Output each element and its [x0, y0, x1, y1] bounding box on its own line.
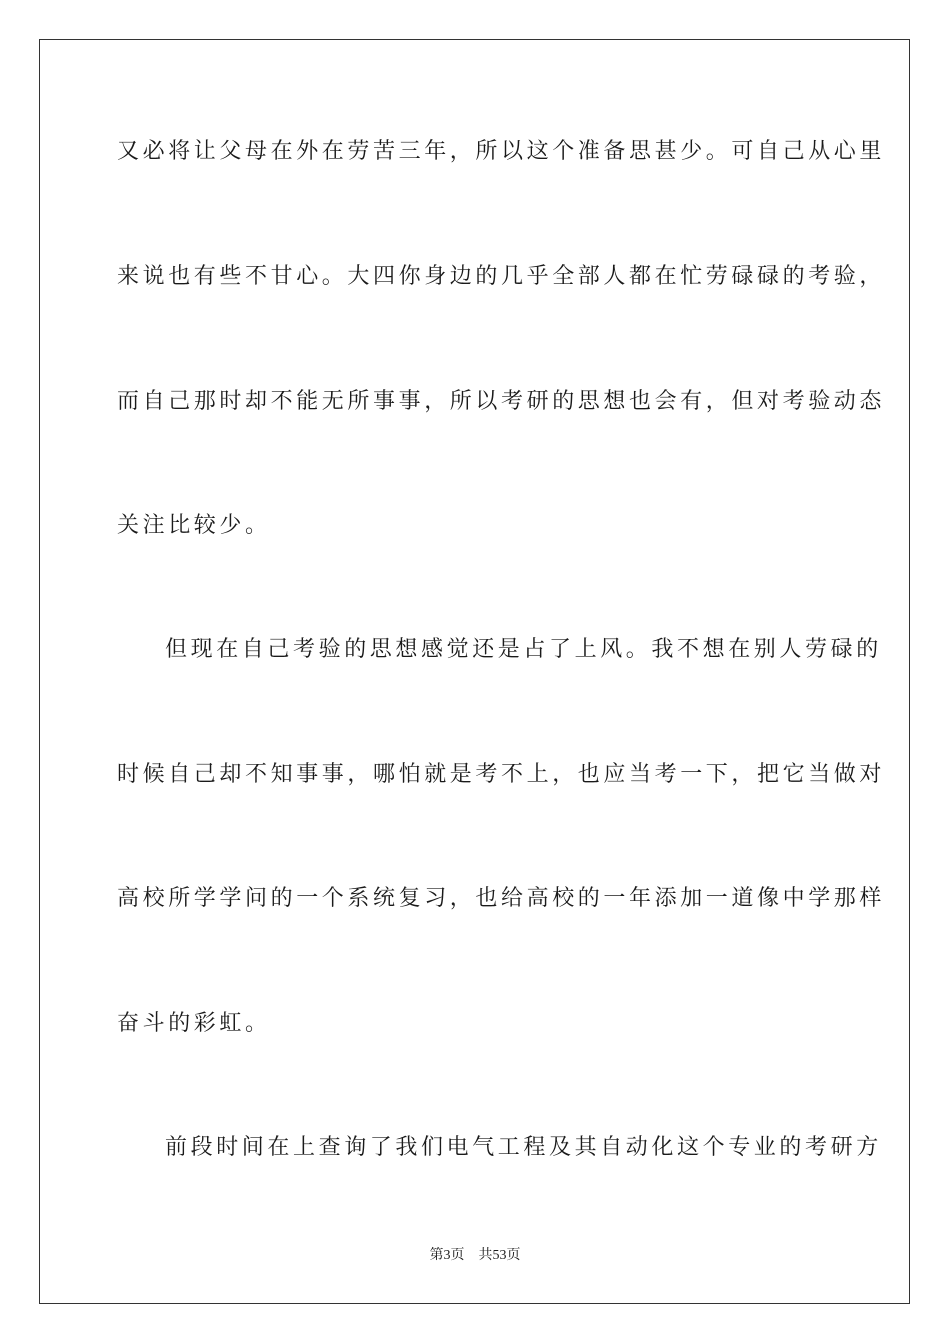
page-total: 共53页	[478, 1248, 521, 1263]
page-footer	[0, 1247, 950, 1265]
text-line-4: 关注比较少。	[117, 513, 271, 538]
text-line-9: 前段时间在上查询了我们电气工程及其自动化这个专业的考研方	[165, 1135, 882, 1160]
text-line-3: 而自己那时却不能无所事事，所以考研的思想也会有，但对考验动态	[117, 389, 886, 414]
text-line-7: 高校所学学问的一个系统复习，也给高校的一年添加一道像中学那样	[117, 886, 886, 911]
page-frame	[39, 39, 910, 1304]
text-line-8: 奋斗的彩虹。	[117, 1011, 271, 1036]
text-line-6: 时候自己却不知事事，哪怕就是考不上，也应当考一下，把它当做对	[117, 762, 886, 787]
page-number: 第3页	[429, 1248, 465, 1263]
text-line-5: 但现在自己考验的思想感觉还是占了上风。我不想在别人劳碌的	[165, 637, 882, 662]
text-line-1: 又必将让父母在外在劳苦三年，所以这个准备思甚少。可自己从心里	[117, 139, 886, 164]
text-line-2: 来说也有些不甘心。大四你身边的几乎全部人都在忙劳碌碌的考验，	[117, 264, 886, 289]
